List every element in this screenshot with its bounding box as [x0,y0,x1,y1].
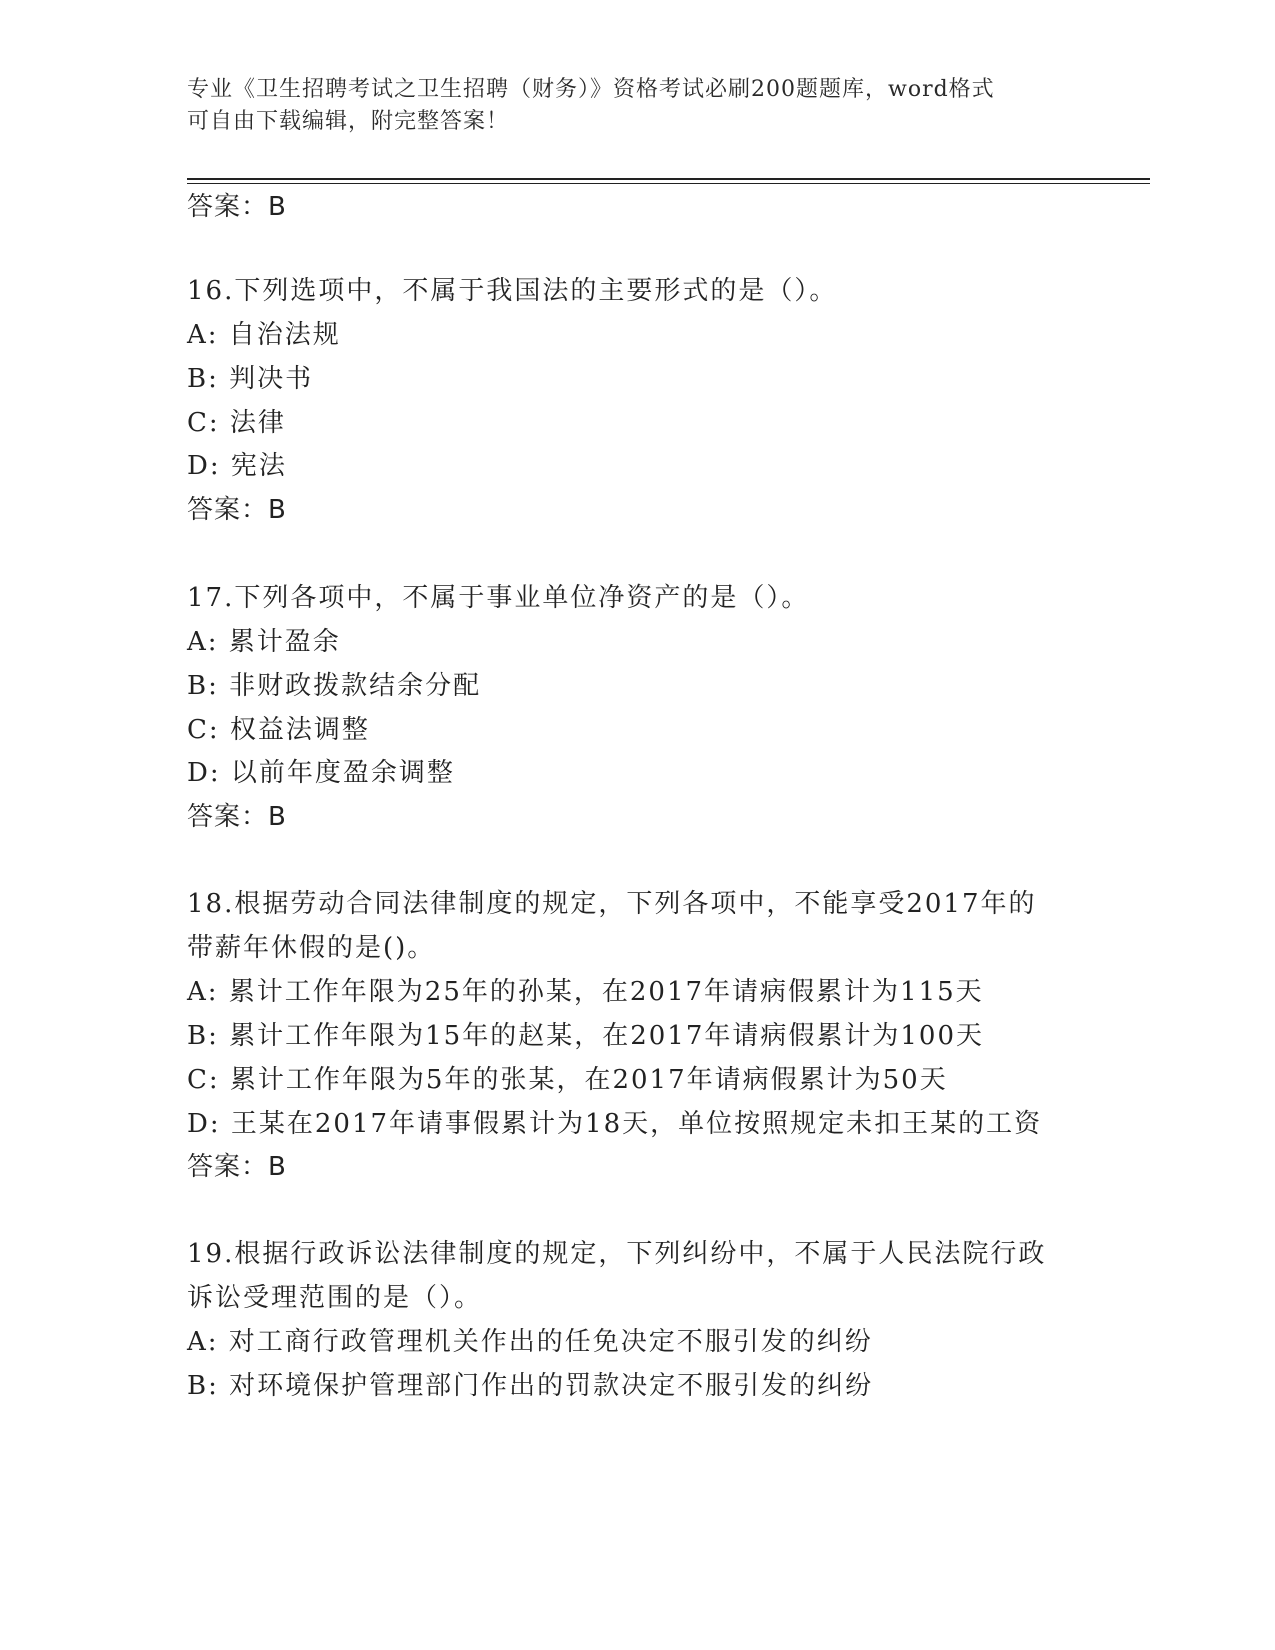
q18-option-a: A: 累计工作年限为25年的孙某，在2017年请病假累计为115天 [187,977,984,1007]
q17-stem: 17.下列各项中，不属于事业单位净资产的是（）。 [187,583,810,613]
q18-stem-line-2: 带薪年休假的是()。 [187,933,436,963]
q17-option-a: A: 累计盈余 [187,627,341,657]
header-line-1: 专业《卫生招聘考试之卫生招聘（财务）》资格考试必刷200题题库，word格式 [187,77,995,102]
q15-answer: 答案：B [187,192,287,222]
header-line-2: 可自由下载编辑，附完整答案！ [187,109,510,134]
header-divider-thin [187,183,1150,184]
q16-answer: 答案：B [187,495,287,525]
q18-stem-line-1: 18.根据劳动合同法律制度的规定，下列各项中，不能享受2017年的 [187,889,1037,919]
q19-option-b: B: 对环境保护管理部门作出的罚款决定不服引发的纠纷 [187,1371,874,1401]
document-header [187,74,1067,138]
q16-option-c: C: 法律 [187,408,286,438]
q16-option-a: A: 自治法规 [187,320,341,350]
q16-option-b: B: 判决书 [187,364,314,394]
q16-stem: 16.下列选项中，不属于我国法的主要形式的是（）。 [187,276,838,306]
q18-option-b: B: 累计工作年限为15年的赵某，在2017年请病假累计为100天 [187,1021,985,1051]
q18-option-d: D: 王某在2017年请事假累计为18天，单位按照规定未扣王某的工资 [187,1109,1043,1139]
q18-option-c: C: 累计工作年限为5年的张某，在2017年请病假累计为50天 [187,1065,948,1095]
q19-stem-line-2: 诉讼受理范围的是（）。 [187,1283,483,1313]
q17-option-c: C: 权益法调整 [187,715,370,745]
q19-option-a: A: 对工商行政管理机关作出的任免决定不服引发的纠纷 [187,1327,873,1357]
q17-answer: 答案：B [187,802,287,832]
q16-option-d: D: 宪法 [187,451,287,481]
q17-option-d: D: 以前年度盈余调整 [187,758,455,788]
q17-option-b: B: 非财政拨款结余分配 [187,671,482,701]
q18-answer: 答案：B [187,1152,287,1182]
q19-stem-line-1: 19.根据行政诉讼法律制度的规定，下列纠纷中，不属于人民法院行政 [187,1239,1047,1269]
header-divider [187,178,1150,180]
